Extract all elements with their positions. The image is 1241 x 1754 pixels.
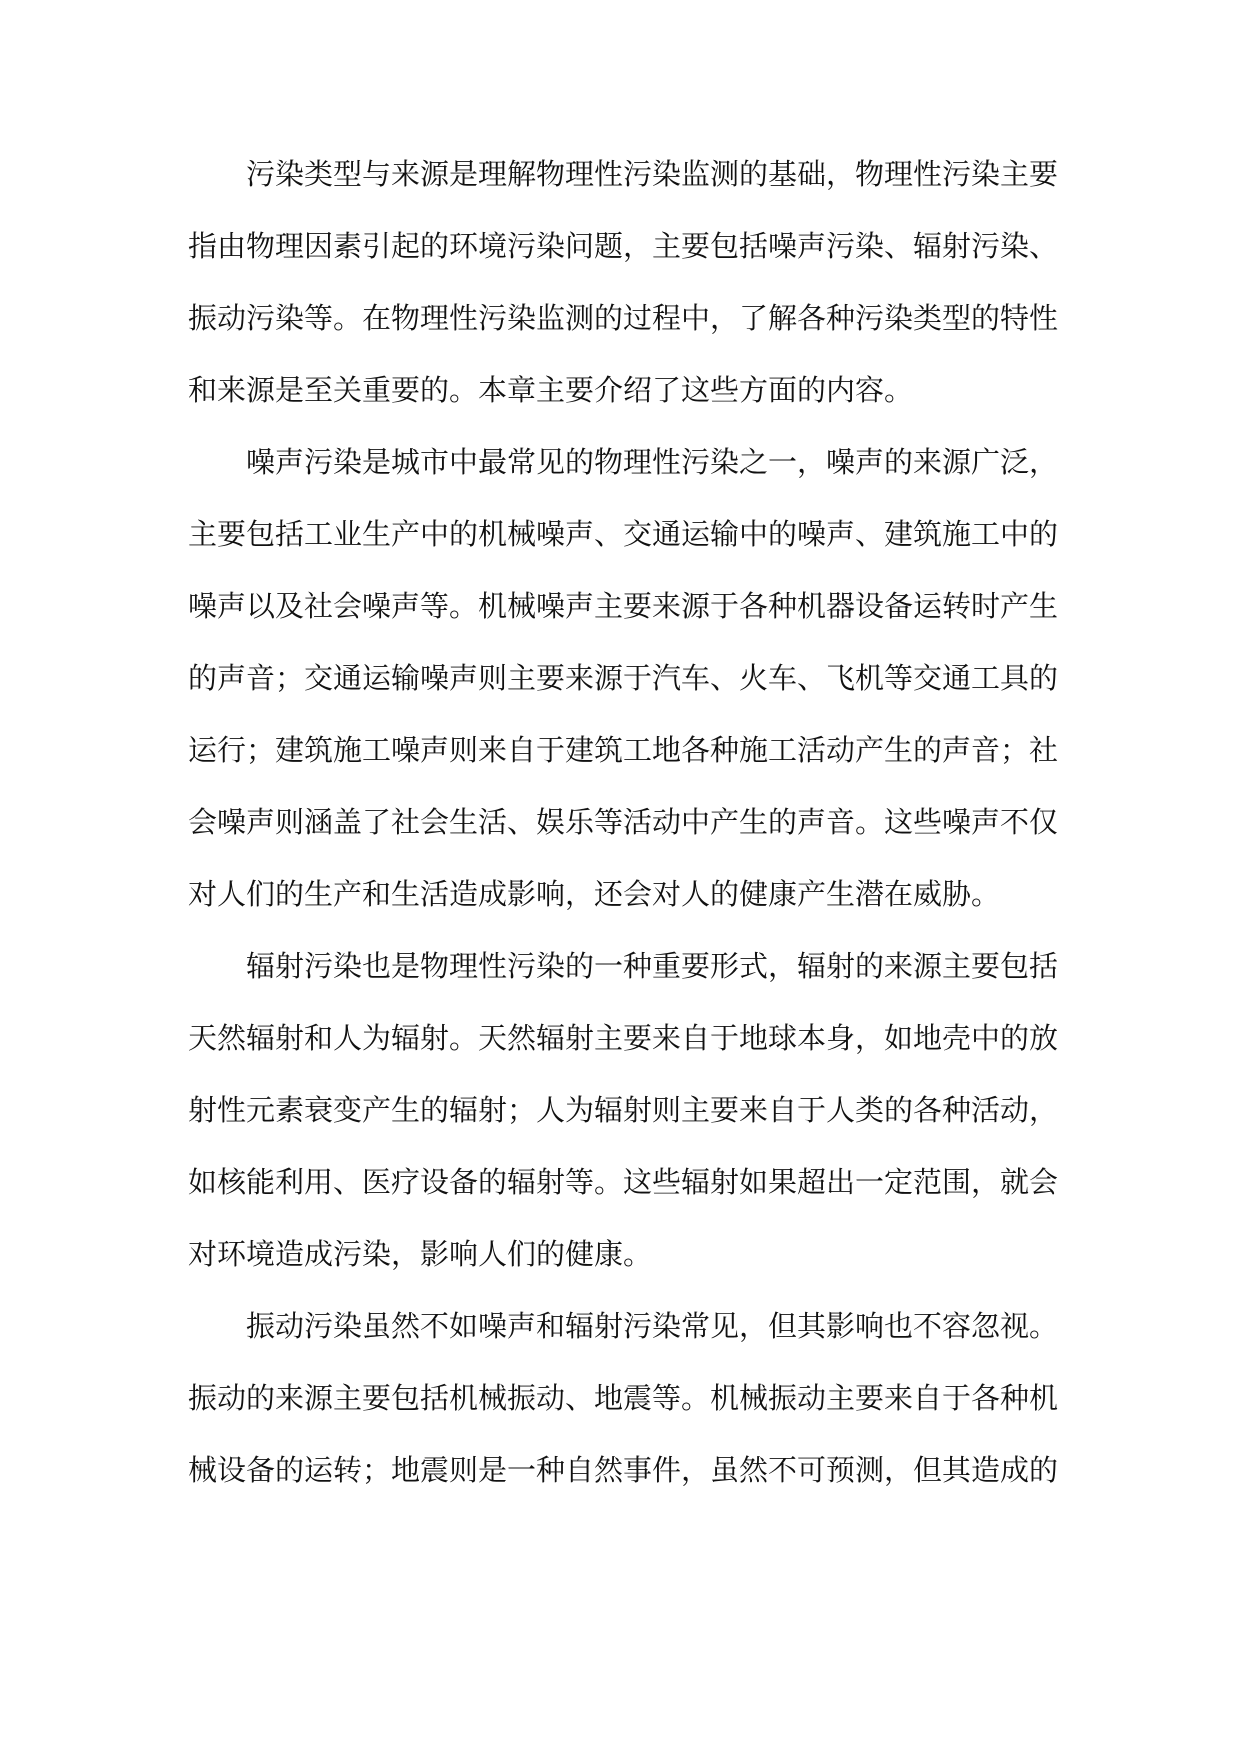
paragraph-line: 噪声以及社会噪声等。机械噪声主要来源于各种机器设备运转时产生 [188,589,1059,623]
paragraph-line: 振动污染等。在物理性污染监测的过程中，了解各种污染类型的特性 [188,301,1059,335]
paragraph-line: 振动的来源主要包括机械振动、地震等。机械振动主要来自于各种机 [188,1381,1059,1415]
paragraph-line: 对人们的生产和生活造成影响，还会对人的健康产生潜在威胁。 [188,877,1001,911]
paragraph-line: 对环境造成污染，影响人们的健康。 [188,1237,653,1271]
paragraph-line: 射性元素衰变产生的辐射；人为辐射则主要来自于人类的各种活动， [188,1093,1059,1127]
paragraph-line: 污染类型与来源是理解物理性污染监测的基础，物理性污染主要 [246,157,1059,191]
paragraph-line: 运行；建筑施工噪声则来自于建筑工地各种施工活动产生的声音；社 [188,733,1059,767]
paragraph-line: 天然辐射和人为辐射。天然辐射主要来自于地球本身，如地壳中的放 [188,1021,1059,1055]
paragraph-line: 和来源是至关重要的。本章主要介绍了这些方面的内容。 [188,373,914,407]
paragraph-line: 噪声污染是城市中最常见的物理性污染之一，噪声的来源广泛， [246,445,1059,479]
paragraph-line: 主要包括工业生产中的机械噪声、交通运输中的噪声、建筑施工中的 [188,517,1059,551]
paragraph-line: 会噪声则涵盖了社会生活、娱乐等活动中产生的声音。这些噪声不仅 [188,805,1059,839]
paragraph-line: 的声音；交通运输噪声则主要来源于汽车、火车、飞机等交通工具的 [188,661,1059,695]
document-body [188,138,1068,1506]
paragraph-line: 械设备的运转；地震则是一种自然事件，虽然不可预测，但其造成的 [188,1453,1059,1487]
paragraph-line: 辐射污染也是物理性污染的一种重要形式，辐射的来源主要包括 [246,949,1059,983]
paragraph-line: 振动污染虽然不如噪声和辐射污染常见，但其影响也不容忽视。 [246,1309,1059,1343]
paragraph-line: 指由物理因素引起的环境污染问题，主要包括噪声污染、辐射污染、 [188,229,1059,263]
paragraph-line: 如核能利用、医疗设备的辐射等。这些辐射如果超出一定范围，就会 [188,1165,1059,1199]
